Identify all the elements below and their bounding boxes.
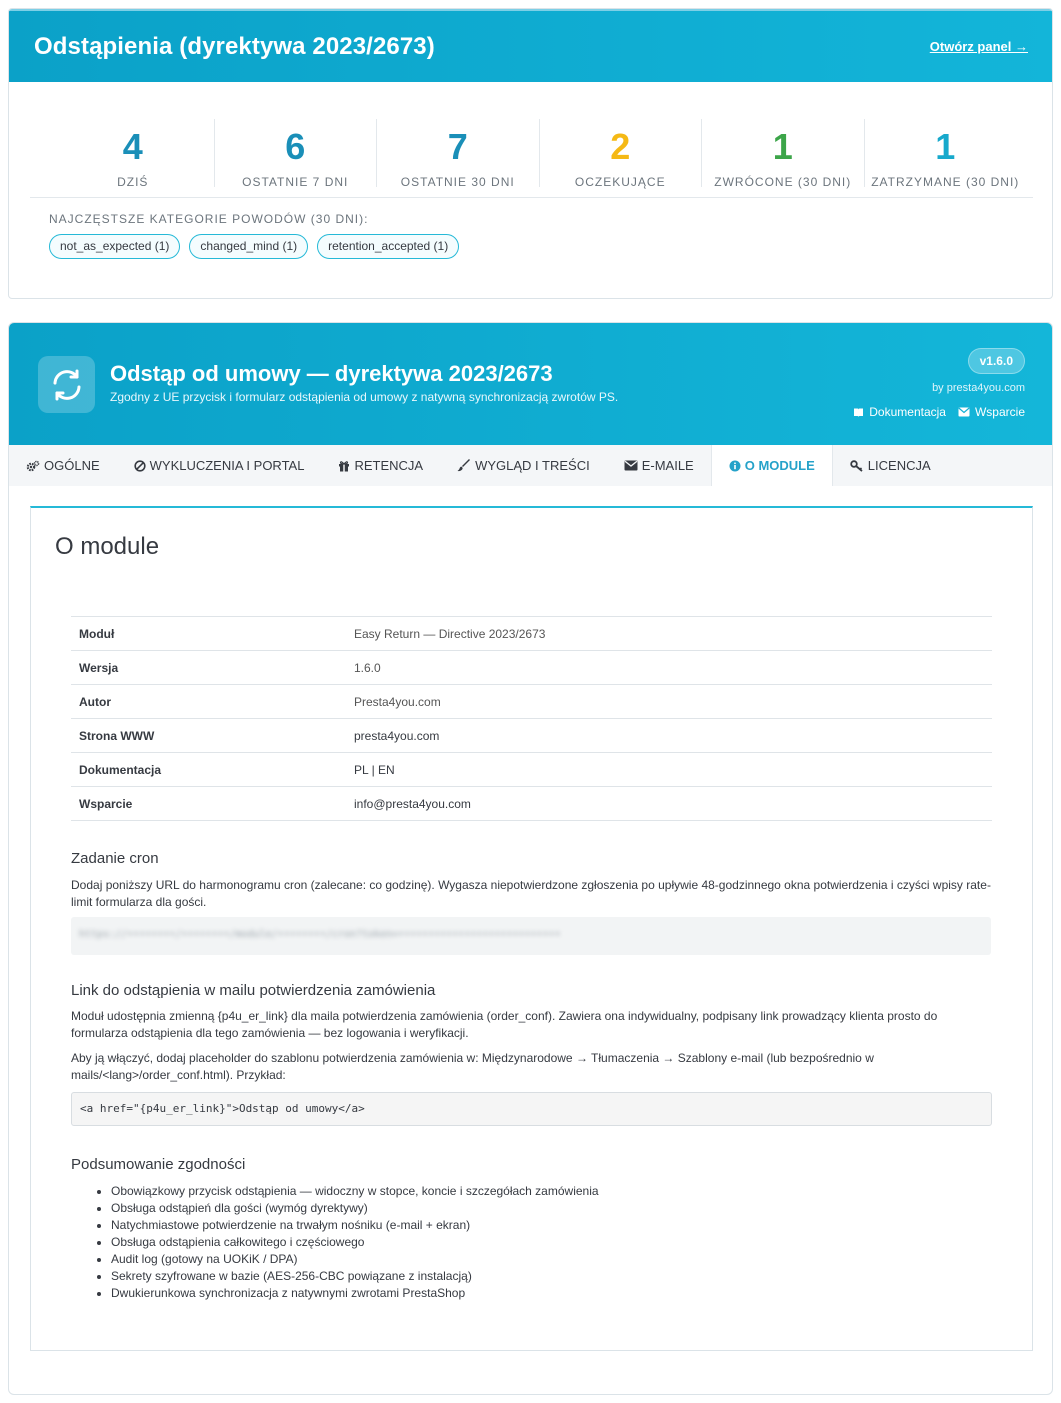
open-panel-link[interactable]: Otwórz panel → [929,39,1028,54]
list-item: • Audit log (gotowy na UOKiK / DPA) [111,1251,599,1268]
stat-pending [540,119,703,187]
envelope-icon [958,407,970,417]
compliance-summary-title: Podsumowanie zgodności [71,1156,246,1173]
list-item: • Sekrety szyfrowane w bazie (AES-256-CBC powiązane z instalacją) [111,1268,599,1285]
stat-today [52,119,215,187]
info-key: Wsparcie [71,787,346,821]
module-config-panel [8,322,1053,1395]
sync-icon [38,356,95,413]
module-title: Odstąp od umowy — dyrektywa 2023/2673 [110,361,553,386]
withdrawals-stats-panel [8,8,1053,299]
brush-icon [457,459,471,472]
page-title: O module [55,533,160,560]
tab-label: LICENCJA [867,458,931,473]
cron-description: Dodaj poniższy URL do harmonogramu cron (zalecane: co godzinę). Wygasza niepotwierdzone zgłoszenia po upływie 48-godzinnego okna potwierdzenia i czyści wpisy rate-limit formularza dla gości. [71,878,991,909]
info-key: Wersja [71,651,346,685]
info-key: Moduł [71,617,346,651]
website-link[interactable]: presta4you.com [346,719,992,753]
stat-label: OSTATNIE 7 DNI [242,175,349,189]
author-line: by presta4you.com [932,382,1025,394]
info-value: Easy Return — Directive 2023/2673 [346,617,992,651]
module-info-table [71,616,992,821]
module-subtitle: Zgodny z UE przycisk i formularz odstąpienia od umowy z natywną synchronizacją zwrotów PS. [110,390,619,404]
support-link[interactable] [958,405,1025,419]
email-link-instructions: Aby ją włączyć, dodaj placeholder do szablonu potwierdzenia zamówienia w: Międzynarodowe → Tłumaczenia → Szablony e-mail (lub bezpośrednio w mails/<lang>/order_conf.html). Przykład: [71,1051,874,1082]
stat-value: 2 [610,126,631,167]
table-row [71,617,992,651]
gift-icon [338,460,350,472]
compliance-summary-list [111,1183,599,1302]
info-value: 1.6.0 [346,651,992,685]
stat-retained [865,119,1027,187]
cron-url: https://••••••••/••••••••/module/••••••••/cron?token=••••••••••••••••••••••••••• [79,929,561,940]
about-module-card [30,506,1033,1351]
tab-about-module[interactable] [711,445,833,486]
ban-icon [134,460,146,472]
info-key: Autor [71,685,346,719]
stat-label: DZIŚ [117,175,149,189]
stat-last-30-days [377,119,540,187]
reason-chip: not_as_expected (1) [49,234,180,259]
book-icon [853,407,864,418]
tab-label: OGÓLNE [44,458,100,473]
stat-value: 6 [285,126,306,167]
module-header [9,323,1053,445]
stat-label: ZWRÓCONE (30 DNI) [714,175,852,189]
reason-chip: changed_mind (1) [189,234,308,259]
stats-row [52,119,1026,187]
tab-exclusions-portal[interactable] [117,445,322,486]
cogs-icon [26,460,40,472]
stat-value: 1 [772,126,793,167]
support-email-link[interactable]: info@presta4you.com [346,787,992,821]
stat-value: 7 [447,126,468,167]
tab-label: WYKLUCZENIA I PORTAL [149,458,305,473]
stat-label: ZATRZYMANE (30 DNI) [871,175,1020,189]
documentation-language-links[interactable]: PL | EN [346,753,992,787]
stat-label: OSTATNIE 30 DNI [400,175,515,189]
stat-value: 1 [935,126,956,167]
documentation-link[interactable] [853,405,946,419]
stat-label: OCZEKUJĄCE [574,175,666,189]
info-value: Presta4you.com [346,685,992,719]
email-link-section-title: Link do odstąpienia w mailu potwierdzenia zamówienia [71,982,436,999]
table-row [71,787,992,821]
divider [30,197,1033,198]
tab-general[interactable] [9,445,117,486]
list-item: • Natychmiastowe potwierdzenie na trwałym nośniku (e-mail + ekran) [111,1217,599,1234]
email-link-description: Moduł udostępnia zmienną {p4u_er_link} dla maila potwierdzenia zamówienia (order_conf). Zawiera ona indywidualny, podpisany link prowadzący klienta prosto do formularza odstąpienia dla tego zamówienia — bez logowania i weryfikacji. [71,1009,938,1040]
table-row [71,685,992,719]
list-item: • Obsługa odstąpienia całkowitego i częściowego [111,1234,599,1251]
info-key: Strona WWW [71,719,346,753]
version-badge: v1.6.0 [968,348,1025,374]
code-example[interactable]: <a href="{p4u_er_link}">Odstąp od umowy</a> [71,1092,992,1126]
stat-returned [702,119,865,187]
config-tabs [9,445,1053,486]
info-key: Dokumentacja [71,753,346,787]
envelope-icon [624,460,638,471]
table-row [71,719,992,753]
table-row [71,753,992,787]
reason-chip: retention_accepted (1) [317,234,459,259]
key-icon [850,460,864,472]
cron-url-box[interactable] [71,917,991,955]
support-link-label: Wsparcie [974,405,1025,419]
tab-appearance-content[interactable] [440,445,607,486]
stats-title: Odstąpienia (dyrektywa 2023/2673) [34,32,435,60]
list-item: • Obsługa odstąpień dla gości (wymóg dyrektywy) [111,1200,599,1217]
list-item: • Dwukierunkowa synchronizacja z natywnymi zwrotami PrestaShop [111,1285,599,1302]
table-row [71,651,992,685]
tab-label: WYGLĄD I TREŚCI [475,458,590,473]
tab-label: O MODULE [744,458,815,473]
documentation-link-label: Dokumentacja [869,405,946,419]
list-item: • Obowiązkowy przycisk odstąpienia — widoczny w stopce, koncie i szczegółach zamówienia [111,1183,599,1200]
tab-retention[interactable] [321,445,440,486]
reason-chips [49,234,459,259]
cron-section-title: Zadanie cron [71,850,159,867]
stat-value: 4 [122,126,143,167]
tab-license[interactable] [833,445,948,486]
stats-header [9,9,1052,82]
tab-label: RETENCJA [354,458,424,473]
stat-last-7-days [215,119,378,187]
tab-emails[interactable] [607,445,711,486]
info-icon [729,460,741,472]
header-links [853,405,1025,419]
reasons-label: NAJCZĘSTSZE KATEGORIE POWODÓW (30 DNI): [49,212,369,226]
tab-label: E-MAILE [641,458,694,473]
